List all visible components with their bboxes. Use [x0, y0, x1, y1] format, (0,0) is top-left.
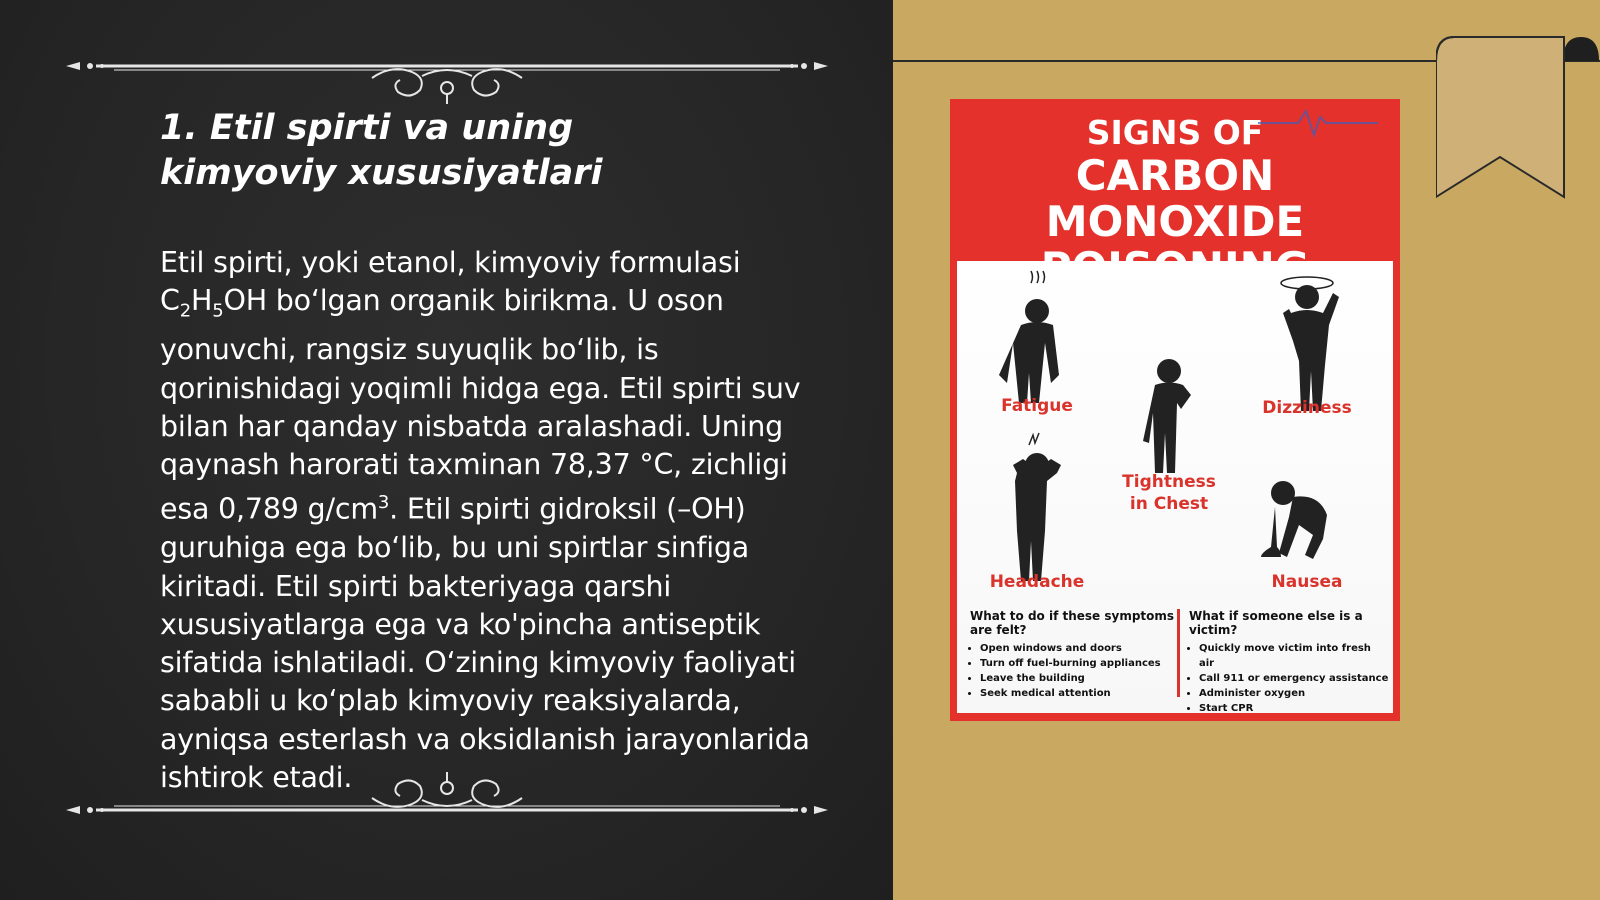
action-list: [970, 641, 1180, 701]
body-text-part: Etil spirti, yoki etanol, kimyoviy formulasi C: [160, 246, 741, 318]
headache-figure-icon: [1013, 433, 1061, 581]
subscript: 5: [212, 300, 224, 322]
subscript: 2: [179, 300, 191, 322]
co-poisoning-poster: [950, 99, 1400, 721]
list-item: • Turn off fuel-burning appliances: [980, 656, 1180, 671]
pulse-line-icon: [1258, 103, 1378, 143]
symptom-label-fatigue: Fatigue: [1001, 396, 1073, 416]
list-item: • Quickly move victim into fresh air: [1199, 641, 1389, 671]
symptom-label-dizziness: Dizziness: [1262, 398, 1352, 418]
superscript: 3: [377, 492, 390, 514]
column-divider: [1177, 609, 1180, 697]
poster-column-others: [1189, 609, 1389, 716]
symptom-label-tightness-line2: in Chest: [1129, 494, 1209, 514]
action-list: [1189, 641, 1389, 716]
dizziness-figure-icon: [1281, 277, 1339, 411]
list-item: • Open windows and doors: [980, 641, 1180, 656]
body-text-part: H: [190, 284, 213, 318]
list-item: • Start CPR: [1199, 701, 1389, 716]
poster-symptoms-panel: [957, 261, 1393, 713]
list-item: • Administer oxygen: [1199, 686, 1389, 701]
nausea-figure-icon: [1261, 481, 1327, 559]
body-text-part: OH bo‘lgan organik birikma. U oson yonuvchi, rangsiz suyuqlik bo‘lib, is qorinishidagi yoqimli hidga ega. Etil spirti suv bilan har qanday nisbatda aralashadi. Uning qaynash harorati taxminan 78,37 °C, zichligi esa 0,789 g/cm: [160, 284, 801, 526]
list-item: • Seek medical attention: [980, 686, 1180, 701]
column-heading: What to do if these symptoms are felt?: [970, 609, 1175, 637]
ornament-divider-top: [66, 46, 828, 106]
body-text-part: . Etil spirti gidroksil (–OH) guruhiga ega bo‘lib, bu uni spirtlar sinfiga kiritadi. Etil spirti bakteriyaga qarshi xususiyatlarga ega va ko'pincha antiseptik sifatida ishlatiladi. O‘zining kimyoviy faoliyati sababli u ko‘plab kimyoviy reaksiyalarda, ayniqsa esterlash va oksidlanish jarayonlarida ishtirok etadi.: [160, 492, 810, 795]
symptom-label-nausea: Nausea: [1271, 572, 1343, 592]
ornament-divider-bottom: [66, 770, 828, 830]
bookmark-ribbon-icon: [1436, 36, 1600, 200]
poster-heading-line: SIGNS OF: [1086, 113, 1264, 152]
poster-column-self: [970, 609, 1180, 701]
slide-title: 1. Etil spirti va uning kimyoviy xususiyatlari: [160, 108, 603, 193]
chest-tightness-figure-icon: [1143, 359, 1191, 473]
symptom-label-headache: Headache: [989, 572, 1085, 592]
symptom-figures: [957, 261, 1393, 601]
fatigue-figure-icon: [999, 271, 1059, 403]
list-item: • Call 911 or emergency assistance: [1199, 671, 1389, 686]
poster-heading-line: CARBON MONOXIDE: [1045, 151, 1305, 246]
column-heading: What if someone else is a victim?: [1189, 609, 1363, 637]
slide-body-text: [160, 244, 840, 797]
list-item: • Leave the building: [980, 671, 1180, 686]
symptom-label-tightness-line1: Tightness: [1122, 472, 1216, 492]
